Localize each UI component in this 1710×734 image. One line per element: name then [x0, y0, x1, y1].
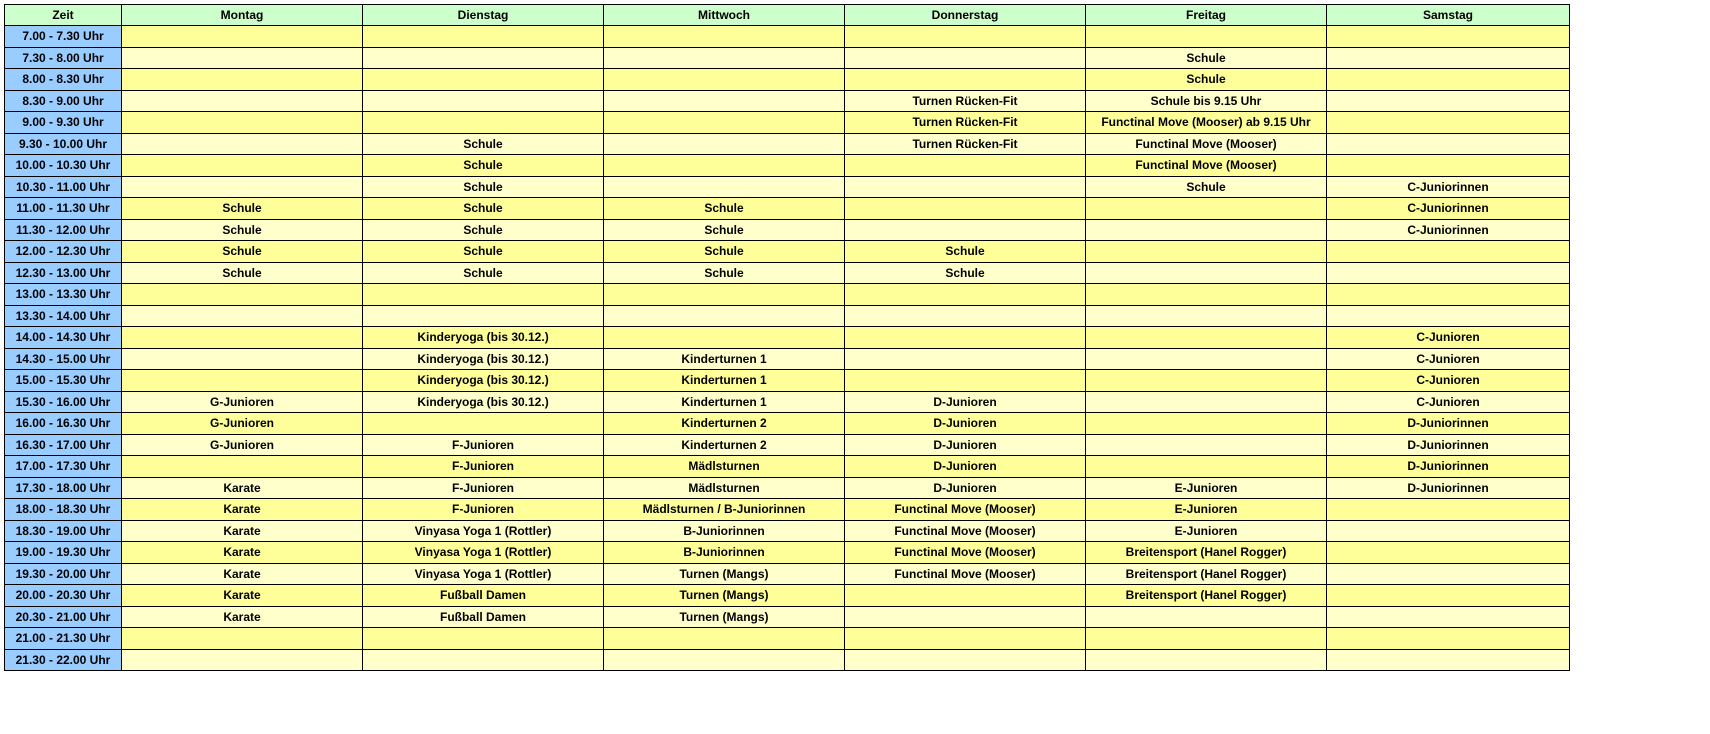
- table-row: [5, 649, 1570, 671]
- schedule-cell: Karate: [122, 477, 363, 499]
- schedule-cell: [122, 649, 363, 671]
- time-slot: 13.00 - 13.30 Uhr: [5, 284, 122, 306]
- time-slot: 15.30 - 16.00 Uhr: [5, 391, 122, 413]
- schedule-cell: [363, 47, 604, 69]
- header-row: [5, 5, 1570, 26]
- schedule-cell: E-Junioren: [1086, 499, 1327, 521]
- schedule-cell: Schule: [1086, 47, 1327, 69]
- schedule-cell: [1327, 26, 1570, 48]
- schedule-cell: Functinal Move (Mooser) ab 9.15 Uhr: [1086, 112, 1327, 134]
- schedule-cell: Schule: [363, 262, 604, 284]
- time-slot: 11.30 - 12.00 Uhr: [5, 219, 122, 241]
- schedule-cell: [845, 305, 1086, 327]
- schedule-cell: [122, 176, 363, 198]
- schedule-cell: E-Junioren: [1086, 520, 1327, 542]
- schedule-cell: Schule: [604, 262, 845, 284]
- table-row: [5, 262, 1570, 284]
- schedule-cell: [1086, 219, 1327, 241]
- schedule-cell: [845, 284, 1086, 306]
- time-slot: 10.00 - 10.30 Uhr: [5, 155, 122, 177]
- schedule-body: [5, 26, 1570, 671]
- schedule-cell: [845, 606, 1086, 628]
- schedule-cell: [363, 26, 604, 48]
- schedule-cell: Schule: [122, 219, 363, 241]
- schedule-cell: Turnen Rücken-Fit: [845, 112, 1086, 134]
- time-slot: 12.30 - 13.00 Uhr: [5, 262, 122, 284]
- schedule-cell: [1086, 434, 1327, 456]
- schedule-cell: [845, 155, 1086, 177]
- schedule-cell: Schule: [604, 219, 845, 241]
- time-slot: 14.00 - 14.30 Uhr: [5, 327, 122, 349]
- schedule-cell: [845, 327, 1086, 349]
- schedule-cell: Schule: [363, 198, 604, 220]
- header-day: Freitag: [1086, 5, 1327, 26]
- schedule-cell: [604, 90, 845, 112]
- schedule-cell: Schule: [363, 241, 604, 263]
- schedule-cell: [604, 47, 845, 69]
- table-row: [5, 456, 1570, 478]
- header-time: Zeit: [5, 5, 122, 26]
- table-row: [5, 219, 1570, 241]
- schedule-cell: Vinyasa Yoga 1 (Rottler): [363, 520, 604, 542]
- schedule-cell: [604, 155, 845, 177]
- table-row: [5, 563, 1570, 585]
- time-slot: 18.30 - 19.00 Uhr: [5, 520, 122, 542]
- schedule-cell: [363, 413, 604, 435]
- schedule-cell: Kinderturnen 1: [604, 348, 845, 370]
- schedule-cell: [1086, 26, 1327, 48]
- time-slot: 9.00 - 9.30 Uhr: [5, 112, 122, 134]
- time-slot: 11.00 - 11.30 Uhr: [5, 198, 122, 220]
- schedule-cell: [122, 284, 363, 306]
- header-day: Mittwoch: [604, 5, 845, 26]
- schedule-cell: C-Junioren: [1327, 391, 1570, 413]
- table-row: [5, 155, 1570, 177]
- schedule-cell: C-Juniorinnen: [1327, 198, 1570, 220]
- time-slot: 19.30 - 20.00 Uhr: [5, 563, 122, 585]
- table-row: [5, 198, 1570, 220]
- schedule-cell: Schule: [845, 262, 1086, 284]
- header-day: Samstag: [1327, 5, 1570, 26]
- schedule-cell: Schule: [363, 133, 604, 155]
- schedule-cell: Mädlsturnen / B-Juniorinnen: [604, 499, 845, 521]
- schedule-cell: [122, 327, 363, 349]
- schedule-container: [4, 4, 1570, 671]
- schedule-cell: Schule: [363, 176, 604, 198]
- schedule-cell: G-Junioren: [122, 413, 363, 435]
- schedule-cell: Turnen (Mangs): [604, 585, 845, 607]
- time-slot: 16.00 - 16.30 Uhr: [5, 413, 122, 435]
- schedule-cell: [122, 370, 363, 392]
- schedule-cell: [604, 112, 845, 134]
- table-row: [5, 413, 1570, 435]
- schedule-cell: [1327, 112, 1570, 134]
- schedule-cell: [122, 456, 363, 478]
- table-row: [5, 434, 1570, 456]
- schedule-cell: Schule bis 9.15 Uhr: [1086, 90, 1327, 112]
- schedule-cell: [122, 90, 363, 112]
- schedule-cell: F-Junioren: [363, 499, 604, 521]
- table-row: [5, 520, 1570, 542]
- schedule-cell: Karate: [122, 606, 363, 628]
- schedule-cell: Schule: [122, 198, 363, 220]
- schedule-cell: [1327, 649, 1570, 671]
- schedule-cell: C-Junioren: [1327, 370, 1570, 392]
- time-slot: 20.00 - 20.30 Uhr: [5, 585, 122, 607]
- table-row: [5, 628, 1570, 650]
- schedule-cell: [845, 47, 1086, 69]
- schedule-cell: [1086, 628, 1327, 650]
- schedule-cell: F-Junioren: [363, 434, 604, 456]
- schedule-cell: [845, 26, 1086, 48]
- table-row: [5, 499, 1570, 521]
- schedule-cell: G-Junioren: [122, 391, 363, 413]
- table-row: [5, 370, 1570, 392]
- schedule-cell: F-Junioren: [363, 477, 604, 499]
- schedule-cell: [604, 133, 845, 155]
- schedule-cell: Kinderyoga (bis 30.12.): [363, 327, 604, 349]
- schedule-cell: [1327, 90, 1570, 112]
- time-slot: 17.00 - 17.30 Uhr: [5, 456, 122, 478]
- schedule-cell: [1327, 499, 1570, 521]
- schedule-cell: Schule: [363, 219, 604, 241]
- schedule-cell: [1086, 649, 1327, 671]
- schedule-cell: [363, 284, 604, 306]
- schedule-cell: Schule: [363, 155, 604, 177]
- schedule-cell: Kinderyoga (bis 30.12.): [363, 370, 604, 392]
- schedule-cell: Turnen (Mangs): [604, 563, 845, 585]
- schedule-cell: [604, 649, 845, 671]
- time-slot: 9.30 - 10.00 Uhr: [5, 133, 122, 155]
- time-slot: 19.00 - 19.30 Uhr: [5, 542, 122, 564]
- time-slot: 10.30 - 11.00 Uhr: [5, 176, 122, 198]
- schedule-cell: [363, 69, 604, 91]
- schedule-cell: Turnen Rücken-Fit: [845, 133, 1086, 155]
- schedule-cell: Karate: [122, 520, 363, 542]
- table-row: [5, 585, 1570, 607]
- time-slot: 12.00 - 12.30 Uhr: [5, 241, 122, 263]
- schedule-cell: [363, 112, 604, 134]
- schedule-cell: [1327, 305, 1570, 327]
- schedule-cell: [1327, 284, 1570, 306]
- time-slot: 21.30 - 22.00 Uhr: [5, 649, 122, 671]
- time-slot: 21.00 - 21.30 Uhr: [5, 628, 122, 650]
- schedule-cell: [1086, 391, 1327, 413]
- schedule-cell: Breitensport (Hanel Rogger): [1086, 585, 1327, 607]
- schedule-cell: F-Junioren: [363, 456, 604, 478]
- schedule-cell: [122, 47, 363, 69]
- schedule-cell: [845, 219, 1086, 241]
- table-row: [5, 90, 1570, 112]
- time-slot: 14.30 - 15.00 Uhr: [5, 348, 122, 370]
- schedule-cell: Turnen (Mangs): [604, 606, 845, 628]
- table-row: [5, 391, 1570, 413]
- schedule-cell: Schule: [122, 241, 363, 263]
- schedule-cell: Vinyasa Yoga 1 (Rottler): [363, 542, 604, 564]
- schedule-cell: D-Juniorinnen: [1327, 413, 1570, 435]
- schedule-cell: Schule: [1086, 176, 1327, 198]
- schedule-cell: [845, 198, 1086, 220]
- schedule-cell: Mädlsturnen: [604, 477, 845, 499]
- schedule-cell: C-Juniorinnen: [1327, 219, 1570, 241]
- table-row: [5, 112, 1570, 134]
- schedule-cell: [122, 112, 363, 134]
- schedule-cell: [1086, 606, 1327, 628]
- table-row: [5, 348, 1570, 370]
- schedule-cell: [1327, 585, 1570, 607]
- schedule-cell: B-Juniorinnen: [604, 520, 845, 542]
- schedule-cell: [1086, 198, 1327, 220]
- schedule-cell: [1327, 628, 1570, 650]
- schedule-cell: Functinal Move (Mooser): [845, 563, 1086, 585]
- weekly-schedule-table: [4, 4, 1570, 671]
- schedule-cell: Turnen Rücken-Fit: [845, 90, 1086, 112]
- time-slot: 13.30 - 14.00 Uhr: [5, 305, 122, 327]
- schedule-cell: B-Juniorinnen: [604, 542, 845, 564]
- header-day: Dienstag: [363, 5, 604, 26]
- schedule-cell: [604, 628, 845, 650]
- schedule-cell: Mädlsturnen: [604, 456, 845, 478]
- schedule-cell: [604, 327, 845, 349]
- time-slot: 8.00 - 8.30 Uhr: [5, 69, 122, 91]
- schedule-cell: [122, 133, 363, 155]
- schedule-cell: Schule: [122, 262, 363, 284]
- table-row: [5, 477, 1570, 499]
- schedule-cell: [1327, 542, 1570, 564]
- schedule-cell: [1327, 155, 1570, 177]
- schedule-cell: [845, 370, 1086, 392]
- schedule-cell: [1086, 262, 1327, 284]
- schedule-cell: [1086, 370, 1327, 392]
- table-row: [5, 241, 1570, 263]
- table-row: [5, 69, 1570, 91]
- schedule-cell: [1086, 284, 1327, 306]
- schedule-cell: Karate: [122, 542, 363, 564]
- table-row: [5, 284, 1570, 306]
- schedule-cell: Karate: [122, 585, 363, 607]
- schedule-cell: Vinyasa Yoga 1 (Rottler): [363, 563, 604, 585]
- time-slot: 15.00 - 15.30 Uhr: [5, 370, 122, 392]
- schedule-cell: [604, 284, 845, 306]
- schedule-cell: C-Junioren: [1327, 348, 1570, 370]
- schedule-cell: Karate: [122, 563, 363, 585]
- schedule-cell: D-Junioren: [845, 456, 1086, 478]
- time-slot: 8.30 - 9.00 Uhr: [5, 90, 122, 112]
- time-slot: 7.00 - 7.30 Uhr: [5, 26, 122, 48]
- schedule-cell: Schule: [1086, 69, 1327, 91]
- table-row: [5, 606, 1570, 628]
- schedule-cell: D-Juniorinnen: [1327, 434, 1570, 456]
- schedule-cell: [845, 348, 1086, 370]
- schedule-cell: [1327, 69, 1570, 91]
- schedule-cell: Functinal Move (Mooser): [1086, 133, 1327, 155]
- schedule-cell: [122, 348, 363, 370]
- schedule-cell: Functinal Move (Mooser): [1086, 155, 1327, 177]
- table-row: [5, 305, 1570, 327]
- schedule-cell: [1327, 241, 1570, 263]
- schedule-cell: [363, 305, 604, 327]
- schedule-cell: [1086, 348, 1327, 370]
- schedule-cell: Breitensport (Hanel Rogger): [1086, 542, 1327, 564]
- table-row: [5, 176, 1570, 198]
- schedule-cell: [604, 26, 845, 48]
- schedule-cell: [845, 69, 1086, 91]
- time-slot: 18.00 - 18.30 Uhr: [5, 499, 122, 521]
- schedule-cell: Fußball Damen: [363, 585, 604, 607]
- schedule-cell: [845, 585, 1086, 607]
- schedule-cell: Fußball Damen: [363, 606, 604, 628]
- time-slot: 16.30 - 17.00 Uhr: [5, 434, 122, 456]
- schedule-cell: D-Junioren: [845, 391, 1086, 413]
- table-row: [5, 133, 1570, 155]
- schedule-cell: [122, 26, 363, 48]
- schedule-cell: [122, 69, 363, 91]
- time-slot: 20.30 - 21.00 Uhr: [5, 606, 122, 628]
- time-slot: 17.30 - 18.00 Uhr: [5, 477, 122, 499]
- schedule-cell: D-Juniorinnen: [1327, 477, 1570, 499]
- schedule-cell: G-Junioren: [122, 434, 363, 456]
- table-row: [5, 47, 1570, 69]
- schedule-cell: [1086, 241, 1327, 263]
- table-row: [5, 542, 1570, 564]
- schedule-cell: [363, 649, 604, 671]
- table-row: [5, 26, 1570, 48]
- schedule-cell: Functinal Move (Mooser): [845, 499, 1086, 521]
- schedule-cell: D-Junioren: [845, 434, 1086, 456]
- schedule-cell: Kinderturnen 1: [604, 391, 845, 413]
- schedule-cell: [845, 628, 1086, 650]
- header-day: Montag: [122, 5, 363, 26]
- schedule-cell: [1327, 262, 1570, 284]
- header-day: Donnerstag: [845, 5, 1086, 26]
- schedule-cell: [604, 69, 845, 91]
- schedule-cell: [1327, 563, 1570, 585]
- schedule-cell: Functinal Move (Mooser): [845, 542, 1086, 564]
- schedule-cell: Kinderturnen 1: [604, 370, 845, 392]
- schedule-cell: [363, 90, 604, 112]
- schedule-cell: D-Junioren: [845, 413, 1086, 435]
- schedule-cell: C-Juniorinnen: [1327, 176, 1570, 198]
- time-slot: 7.30 - 8.00 Uhr: [5, 47, 122, 69]
- schedule-cell: [604, 305, 845, 327]
- schedule-cell: [363, 628, 604, 650]
- schedule-cell: [845, 649, 1086, 671]
- schedule-cell: D-Junioren: [845, 477, 1086, 499]
- schedule-cell: [122, 305, 363, 327]
- table-row: [5, 327, 1570, 349]
- schedule-cell: Breitensport (Hanel Rogger): [1086, 563, 1327, 585]
- schedule-cell: [1086, 305, 1327, 327]
- schedule-cell: [845, 176, 1086, 198]
- schedule-cell: [122, 155, 363, 177]
- schedule-cell: [1086, 327, 1327, 349]
- schedule-cell: Schule: [845, 241, 1086, 263]
- schedule-cell: Schule: [604, 241, 845, 263]
- schedule-cell: Kinderturnen 2: [604, 434, 845, 456]
- schedule-cell: [1327, 47, 1570, 69]
- schedule-cell: [1086, 413, 1327, 435]
- schedule-cell: Kinderyoga (bis 30.12.): [363, 348, 604, 370]
- schedule-cell: Karate: [122, 499, 363, 521]
- schedule-cell: Schule: [604, 198, 845, 220]
- schedule-cell: [1327, 520, 1570, 542]
- schedule-cell: D-Juniorinnen: [1327, 456, 1570, 478]
- schedule-cell: [604, 176, 845, 198]
- schedule-cell: Kinderturnen 2: [604, 413, 845, 435]
- schedule-cell: [1086, 456, 1327, 478]
- schedule-cell: [1327, 133, 1570, 155]
- schedule-cell: [122, 628, 363, 650]
- schedule-cell: Kinderyoga (bis 30.12.): [363, 391, 604, 413]
- schedule-cell: C-Junioren: [1327, 327, 1570, 349]
- schedule-cell: Functinal Move (Mooser): [845, 520, 1086, 542]
- schedule-cell: E-Junioren: [1086, 477, 1327, 499]
- schedule-cell: [1327, 606, 1570, 628]
